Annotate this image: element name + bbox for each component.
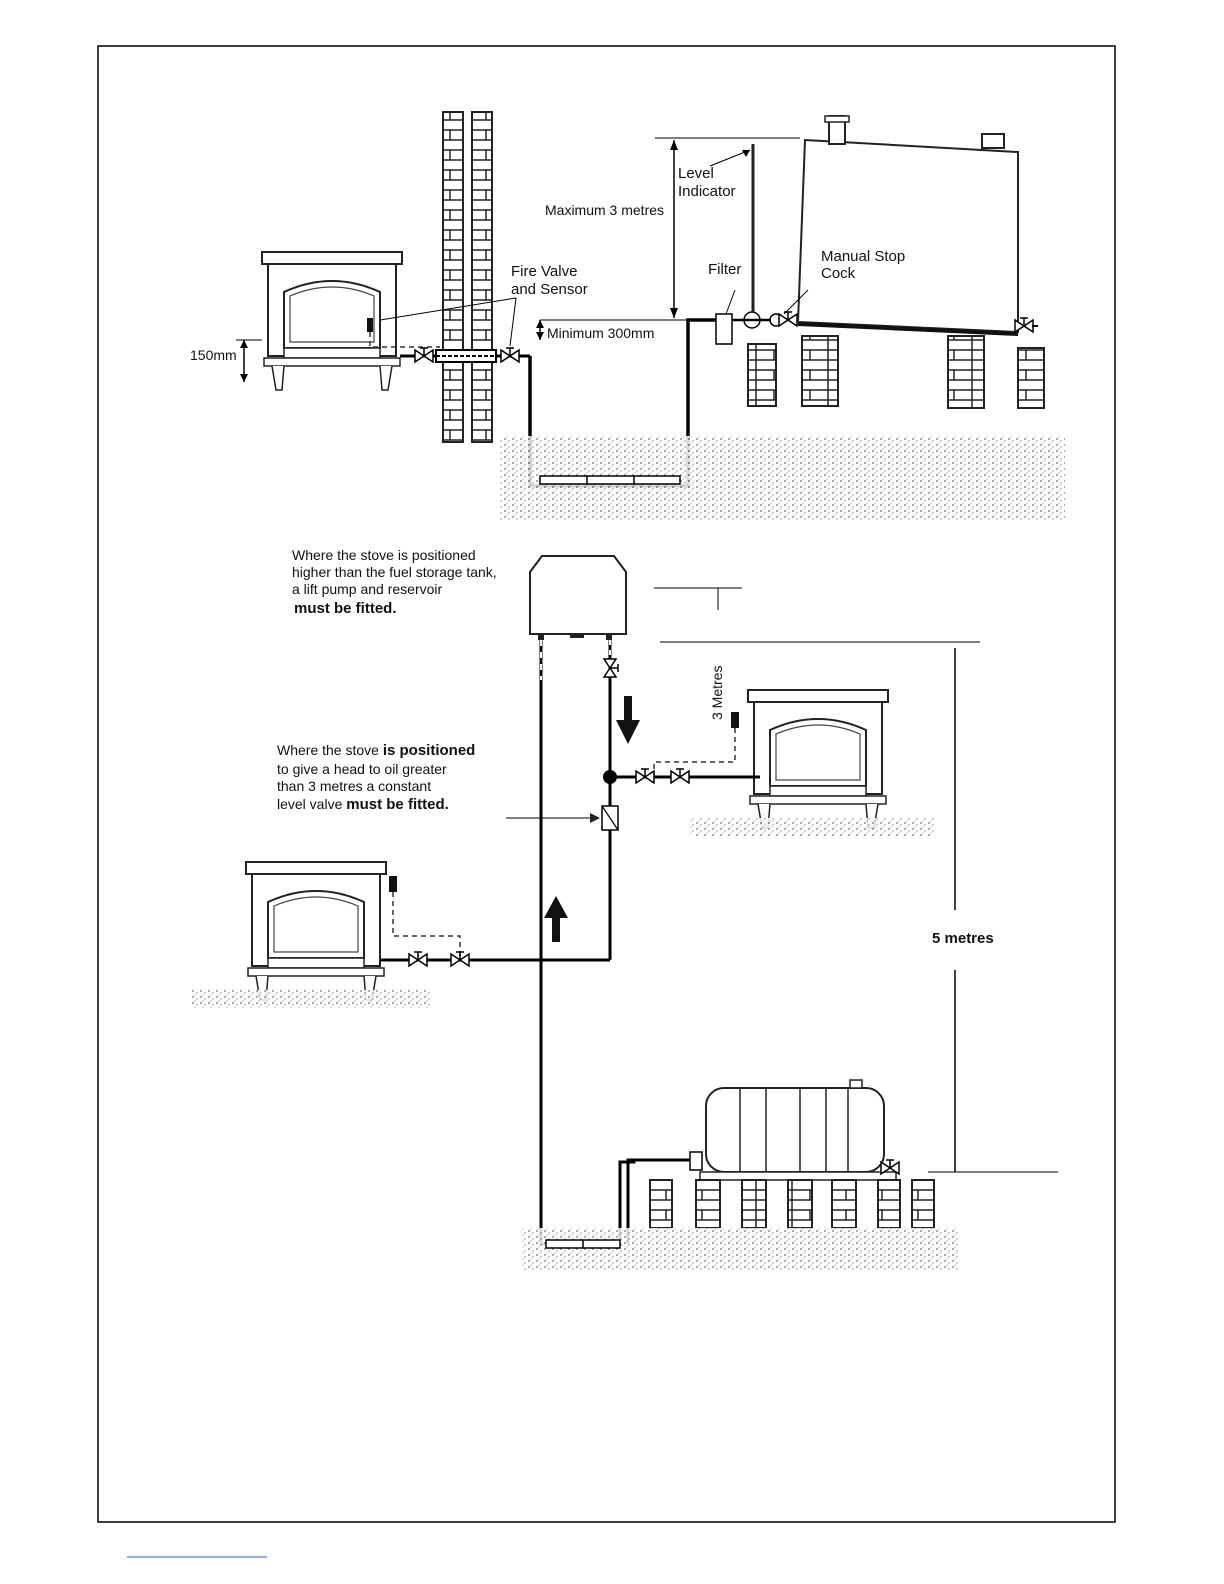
sensor-capillary-left bbox=[393, 892, 460, 960]
buried-trough-top bbox=[540, 476, 680, 484]
lift-note-line2: higher than the fuel storage tank, bbox=[292, 564, 497, 580]
valve-right-1 bbox=[636, 769, 654, 783]
stove-left bbox=[246, 862, 386, 1000]
label-fire-valve: Fire Valve bbox=[511, 263, 578, 280]
stove-top bbox=[262, 252, 402, 390]
flow-arrow-up bbox=[544, 896, 568, 942]
fire-sensor-left bbox=[389, 876, 397, 892]
head-note-line3: than 3 metres a constant bbox=[277, 778, 432, 794]
lift-note-line4: must be fitted. bbox=[294, 600, 397, 617]
ground-right bbox=[690, 818, 934, 836]
label-manual-stop: Manual Stop bbox=[821, 248, 906, 265]
label-fire-valve-2: and Sensor bbox=[511, 281, 588, 298]
fire-valve-icon bbox=[415, 348, 433, 362]
label-filter: Filter bbox=[708, 261, 742, 278]
isolating-valve-icon bbox=[501, 348, 519, 362]
tank-supports-top bbox=[748, 336, 1044, 408]
valve-left-2 bbox=[451, 952, 469, 966]
fire-sensor-right bbox=[731, 712, 739, 728]
label-3-metres: 3 Metres bbox=[709, 665, 725, 720]
lift-note-line3: a lift pump and reservoir bbox=[292, 581, 443, 597]
label-150mm: 150mm bbox=[190, 347, 237, 363]
manual-stop-cock-icon bbox=[779, 312, 797, 326]
label-level-indicator: Level bbox=[678, 165, 714, 182]
fire-sensor-top bbox=[367, 318, 373, 332]
valve-right-2 bbox=[671, 769, 689, 783]
dimension-min-300mm bbox=[536, 320, 544, 340]
sensor-capillary-right bbox=[654, 728, 735, 777]
filter-icon bbox=[716, 314, 732, 344]
label-max-3m: Maximum 3 metres bbox=[545, 202, 665, 218]
reservoir-tank bbox=[530, 556, 626, 640]
stove-right bbox=[748, 690, 888, 828]
head-note-line4: level valve must be fitted. bbox=[277, 796, 449, 813]
filter-bottom bbox=[690, 1152, 702, 1170]
fuel-tank-bottom bbox=[700, 1080, 899, 1180]
ground-left bbox=[192, 990, 432, 1008]
head-note-line1: Where the stove is positioned bbox=[277, 742, 476, 759]
dimension-150mm bbox=[236, 340, 262, 382]
ground-bottom bbox=[522, 1228, 960, 1270]
fuel-tank-top bbox=[798, 116, 1038, 336]
flow-arrow-down bbox=[616, 696, 640, 744]
dimension-5m bbox=[928, 648, 1058, 1172]
label-min-300mm: Minimum 300mm bbox=[547, 325, 655, 341]
valve-left-1 bbox=[409, 952, 427, 966]
label-level-indicator-2: Indicator bbox=[678, 183, 736, 200]
label-manual-stop-2: Cock bbox=[821, 265, 856, 282]
head-note-line2: to give a head to oil greater bbox=[277, 761, 447, 777]
tank-supports-bottom bbox=[650, 1180, 934, 1228]
chimney-wall bbox=[443, 112, 492, 442]
label-5-metres: 5 metres bbox=[932, 930, 994, 947]
reservoir-valve-icon bbox=[604, 659, 618, 677]
lift-note-line1: Where the stove is positioned bbox=[292, 547, 476, 563]
